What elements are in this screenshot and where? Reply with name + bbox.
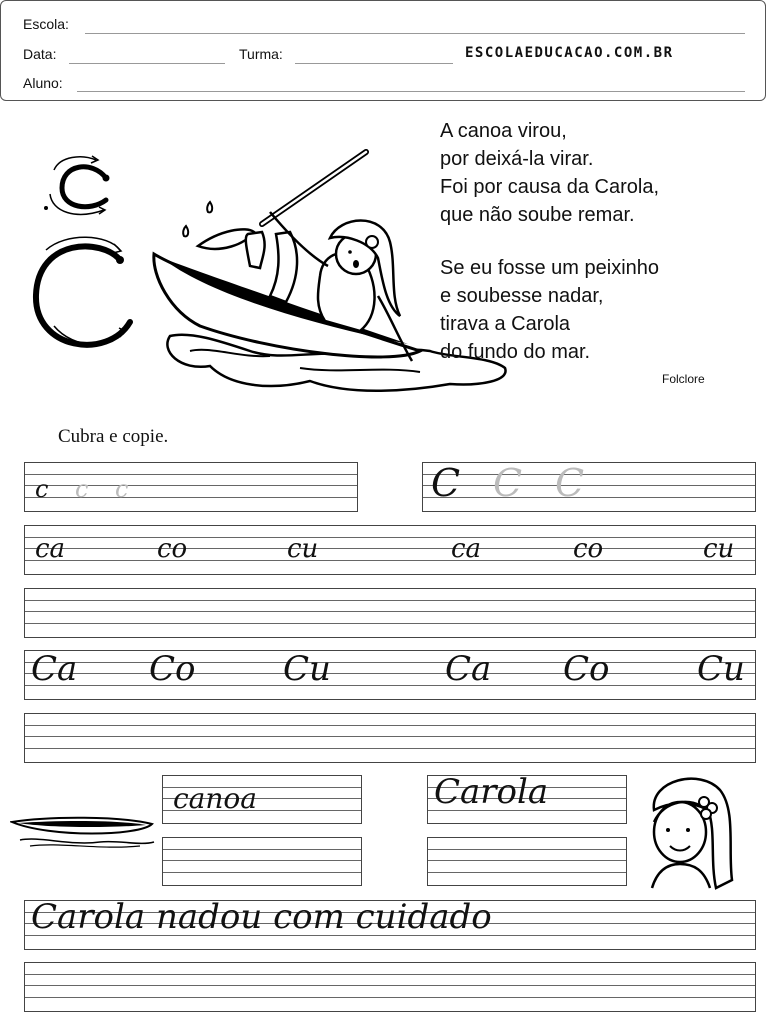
syllable: Ca [445, 649, 492, 689]
poem-line: Se eu fosse um peixinho [440, 257, 660, 279]
poem-line: A canoa virou, [440, 120, 567, 142]
aluno-field[interactable] [77, 91, 745, 92]
syllable: Co [149, 649, 196, 689]
letter-c-stroke-guide-icon [24, 150, 154, 365]
poem-line: Foi por causa da Carola, [440, 176, 660, 198]
writing-box-sentence[interactable] [24, 897, 756, 950]
trace-letter: C [493, 461, 523, 505]
writing-box-word-canoa[interactable] [162, 775, 362, 824]
poem-credit: Folclore [662, 372, 705, 386]
poem-stanza-2 [440, 254, 659, 366]
canoe-icon [10, 812, 156, 852]
writing-box-syllables-upper[interactable] [24, 650, 756, 700]
escola-field[interactable] [85, 33, 745, 34]
data-label: Data: [23, 46, 57, 62]
aluno-label: Aluno: [23, 75, 63, 91]
writing-box-word-carola[interactable] [427, 772, 627, 824]
syllable: co [573, 534, 604, 564]
girl-portrait-icon [640, 770, 740, 892]
syllable: co [157, 534, 188, 564]
syllable: Cu [283, 649, 331, 689]
model-sentence: Carola nadou com cuidado [31, 897, 492, 937]
model-word: canoa [173, 782, 257, 815]
writing-box-word-canoa-copy[interactable] [162, 837, 362, 886]
student-info-header [0, 0, 766, 101]
syllable: Ca [31, 649, 78, 689]
writing-box-upper-c[interactable] [422, 462, 756, 512]
turma-label: Turma: [239, 46, 283, 62]
escola-label: Escola: [23, 16, 69, 32]
website-url: ESCOLAEDUCACAO.COM.BR [465, 45, 674, 61]
poem-stanza-1 [440, 117, 659, 229]
turma-field[interactable] [295, 63, 453, 64]
writing-box-blank-1[interactable] [24, 588, 756, 638]
trace-letter: C [555, 461, 585, 505]
syllable: cu [287, 534, 319, 564]
poem-line: por deixá-la virar. [440, 148, 594, 170]
model-letter: C [431, 461, 461, 505]
writing-box-syllables-lower[interactable] [24, 525, 756, 575]
instruction-text: Cubra e copie. [58, 426, 169, 447]
poem-line: tirava a Carola [440, 313, 571, 335]
trace-letter: c [75, 475, 89, 503]
model-word: Carola [434, 772, 549, 812]
model-letter: c [35, 475, 49, 503]
syllable: ca [451, 534, 482, 564]
poem-line: do fundo do mar. [440, 341, 591, 363]
syllable: ca [35, 534, 66, 564]
data-field[interactable] [69, 63, 225, 64]
syllable: Co [563, 649, 610, 689]
writing-box-word-carola-copy[interactable] [427, 837, 627, 886]
poem-line: e soubesse nadar, [440, 285, 604, 307]
syllable: Cu [697, 649, 745, 689]
syllable: cu [703, 534, 735, 564]
trace-letter: c [115, 475, 129, 503]
writing-box-sentence-copy[interactable] [24, 962, 756, 1012]
poem-line: que não soube remar. [440, 204, 635, 226]
writing-box-lower-c[interactable] [24, 462, 358, 512]
writing-box-blank-2[interactable] [24, 713, 756, 763]
